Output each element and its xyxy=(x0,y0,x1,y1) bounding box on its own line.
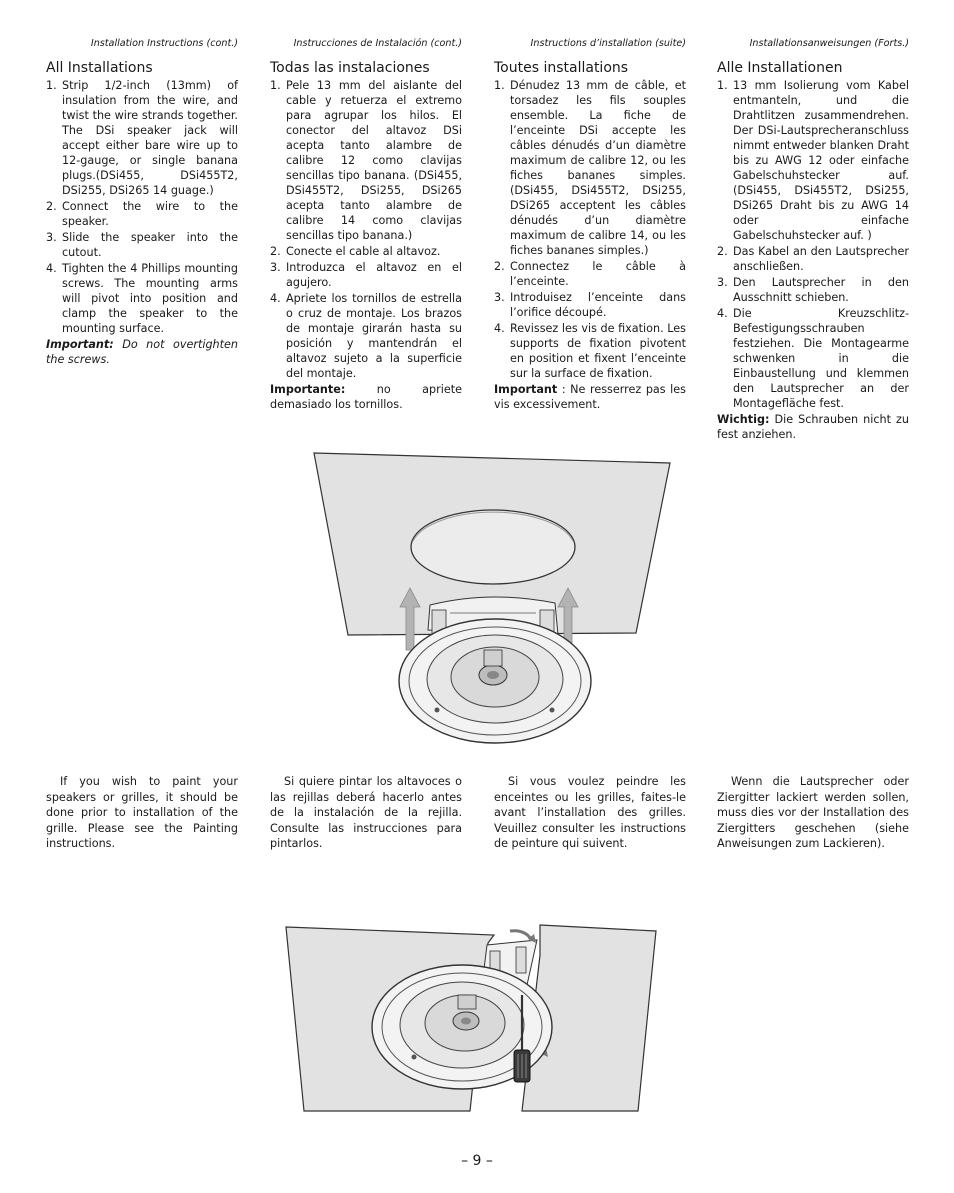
column-french xyxy=(494,36,686,412)
section-heading: All Installations xyxy=(46,60,153,76)
section-heading: Toutes installations xyxy=(494,60,629,76)
section-heading: Alle Installationen xyxy=(717,60,843,76)
step-item: 2. Conecte el cable al altavoz. xyxy=(270,245,441,258)
page-number: – 9 – xyxy=(461,1153,493,1169)
step-item: 4. Tighten the 4 Phillips mounting screws. The mounting arms will pivot into position and clamp the speaker to the mounting surface. xyxy=(46,262,238,335)
step-item: 4. Apriete los tornillos de estrella o cruz de montaje. Los brazos de montaje girarán hasta su posición y mantendrán el altavoz sujeto a la superficie del montaje. xyxy=(270,292,462,380)
step-item: 1. Dénudez 13 mm de câble, et torsadez les fils souples ensemble. La fiche de l’enceinte DSi accepte les câbles dénudés d’un diamètre maximum de calibre 12, ou les fiches bananes simples. (DSi455, DSi455T2, DSi255, DSi265 acceptent les câbles dénudés d’un diamètre maximum de calibre 14, ou les fiches bananes simples.) xyxy=(494,79,686,257)
step-item: 3. Slide the speaker into the cutout. xyxy=(46,231,238,259)
paint-note: If you wish to paint your speakers or grilles, it should be done prior to installation of the grille. Please see the Painting instructions. xyxy=(46,775,238,850)
running-head: Installationsanweisungen (Forts.) xyxy=(749,38,909,49)
step-item: 4. Revissez les vis de fixation. Les supports de fixation pivotent en position et fixent l’enceinte sur la surface de fixation. xyxy=(494,322,686,380)
running-head: Installation Instructions (cont.) xyxy=(90,38,238,49)
step-item: 1. Strip 1/2-inch (13mm) of insulation from the wire, and twist the wire strands together. The DSi speaker jack will accept either bare wire up to 12-gauge, or single banana plugs.(DSi455, DSi455T2, DSi255, DSi265 14 guage.) xyxy=(46,79,238,197)
running-head: Instrucciones de Instalación (cont.) xyxy=(293,38,462,49)
step-item: 2. Das Kabel an den Lautsprecher anschließen. xyxy=(717,245,909,273)
step-item: 3. Introduzca el altavoz en el agujero. xyxy=(270,261,462,289)
screw-tightening-illustration xyxy=(282,915,662,1115)
paint-note: Si vous voulez peindre les enceintes ou les grilles, faites-le avant l’installation des grilles. Veuillez consulter les instructions de peinture qui suivent. xyxy=(494,775,686,850)
column-english xyxy=(46,36,238,367)
warning-note: Important : Ne resserrez pas les vis excessivement. xyxy=(494,383,687,411)
step-list xyxy=(494,78,686,381)
step-item: 3. Introduisez l’enceinte dans l’orifice découpé. xyxy=(494,291,686,319)
column-german xyxy=(717,36,909,442)
step-item: 4. Die Kreuzschlitz-Befestigungsschrauben festziehen. Die Montagearme schwenken in die Einbaustellung und klemmen den Lautsprecher an der Montagefläche fest. xyxy=(717,307,909,410)
paint-note: Si quiere pintar los altavoces o las rejillas deberá hacerlo antes de la instalación de la rejilla. Consulte las instrucciones para pintarlos. xyxy=(270,775,462,850)
warning-note: Importante: no apriete demasiado los tornillos. xyxy=(270,383,462,411)
warning-note: Important: Do not overtighten the screws. xyxy=(46,338,238,366)
step-item: 1. 13 mm Isolierung vom Kabel entmanteln, und die Drahtlitzen zusammendrehen. Der DSi-Lautsprecheranschluss nimmt entweder blanken Draht bis zu AWG 12 oder einfache Gabelschuhstecker auf. (DSi455, DSi455T2, DSi255, DSi265 Draht bis zu AWG 14 oder einfache Gabelschuhstecker auf. ) xyxy=(717,79,909,242)
section-heading: Todas las instalaciones xyxy=(270,60,430,76)
speaker-install-illustration xyxy=(300,445,680,770)
step-item: 3. Den Lautsprecher in den Ausschnitt schieben. xyxy=(717,276,909,304)
step-list xyxy=(717,78,909,411)
step-item: 1. Pele 13 mm del aislante del cable y retuerza el extremo para agrupar los hilos. El conector del altavoz DSi acepta tanto alambre de calibre 12 como clavijas sencillas tipo banana. (DSi455, DSi455T2, DSi255, DSi265 acepta tanto alambre de calibre 14 como clavijas sencillas tipo banana.) xyxy=(270,79,462,242)
step-list xyxy=(270,78,462,381)
step-item: 2. Connectez le câble à l’enceinte. xyxy=(494,260,686,288)
paint-note: Wenn die Lautsprecher oder Ziergitter lackiert werden sollen, muss dies vor der Installation des Ziergitters geschehen (siehe Anweisungen zum Lackieren). xyxy=(717,775,909,850)
warning-note: Wichtig: Die Schrauben nicht zu fest anziehen. xyxy=(717,413,910,441)
step-item: 2. Connect the wire to the speaker. xyxy=(46,200,238,228)
column-spanish xyxy=(270,36,462,412)
step-list xyxy=(46,78,238,336)
running-head: Instructions d’installation (suite) xyxy=(530,38,686,49)
